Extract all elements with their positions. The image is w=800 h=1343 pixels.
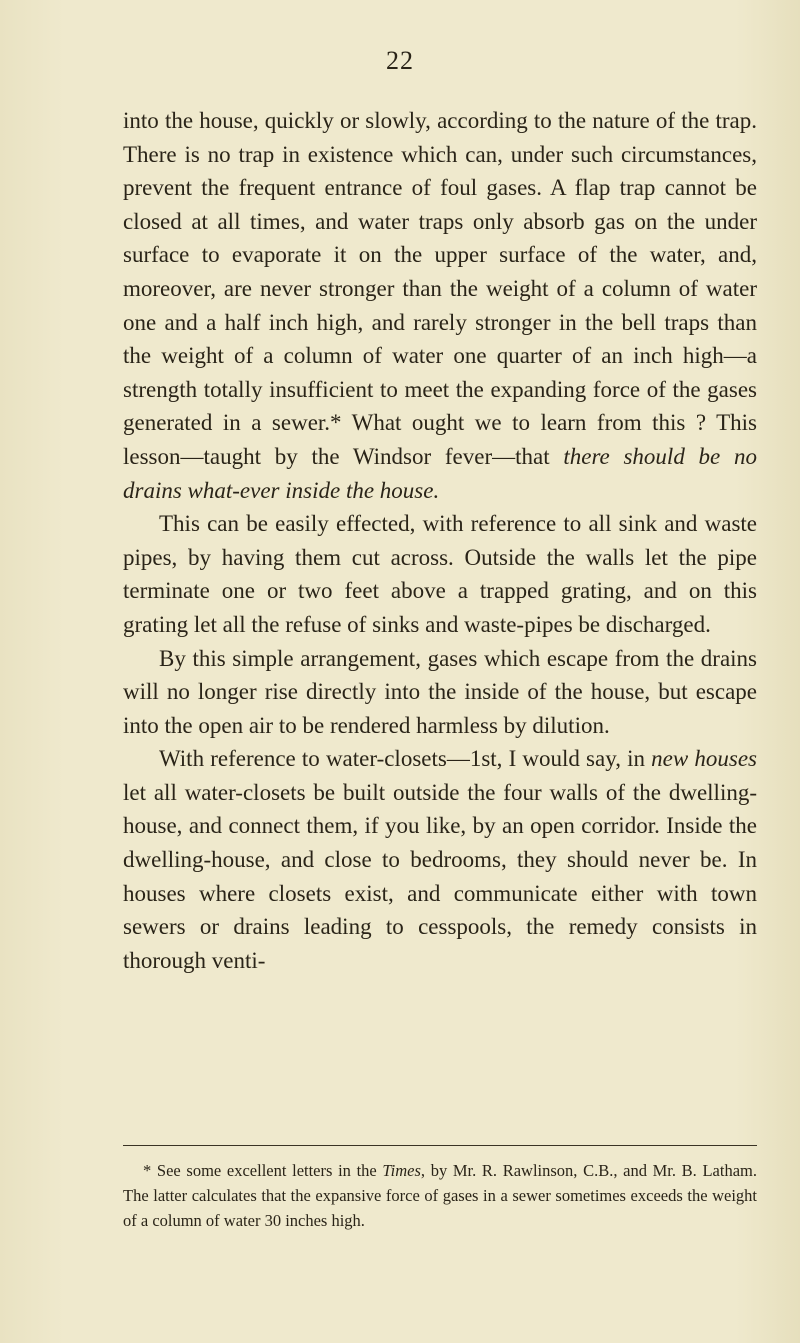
text-segment: This can be easily effected, with reference to all sink and waste pipes, by having them cut across. Outside the walls let the pipe terminate one or two feet above a trapped grating, and on this grating let all the refuse of sinks and waste-pipes be discharged. [123,511,757,637]
text-segment: By this simple arrangement, gases which escape from the drains will no longer rise directly into the inside of the house, but escape into the open air to be rendered harmless by dilution. [123,645,757,738]
text-segment: With reference to water-closets—1st, I would say, in [159,746,652,772]
body-text [123,104,757,977]
italic-segment: Times [382,1161,421,1180]
footnote [123,1158,757,1233]
footnote-text [123,1158,757,1233]
italic-segment: there should be no drains what-ever inside the house. [123,443,757,503]
footnote-rule [123,1145,757,1146]
text-segment: let all water-closets be built outside the four walls of the dwelling-house, and connect them, if you like, by an open corridor. Inside the dwelling-house, and close to bedrooms, they should never be. In houses where closets exist, and communicate either with town sewers or drains leading to cesspools, the remedy consists in thorough venti- [123,779,757,973]
text-segment: * See some excellent letters in the [143,1161,383,1180]
paragraph-1 [123,104,757,507]
paragraph-2 [123,507,757,641]
text-segment: into the house, quickly or slowly, according to the nature of the trap. There is no trap in existence which can, under such circumstances, prevent the frequent entrance of foul gases. A flap trap cannot be closed at all times, and water traps only absorb gas on the under surface to evaporate it on the upper surface of the water, and, moreover, are never stronger than the weight of a column of water one and a half inch high, and rarely stronger in the bell traps than the weight of a column of water one quarter of an inch high—a strength totally insufficient to meet the expanding force of the gases generated in a sewer.* What ought we to learn from this ? This lesson—taught by the Windsor fever—that [123,108,757,469]
text-segment: , by Mr. R. Rawlinson, C.B., and Mr. B. Latham. The latter calculates that the expansive force of gases in a sewer sometimes exceeds the weight of a column of water 30 inches high. [123,1161,757,1230]
page-number: 22 [386,46,414,75]
italic-segment: new houses [651,746,757,772]
paragraph-3 [123,642,757,743]
paragraph-4 [123,742,757,977]
